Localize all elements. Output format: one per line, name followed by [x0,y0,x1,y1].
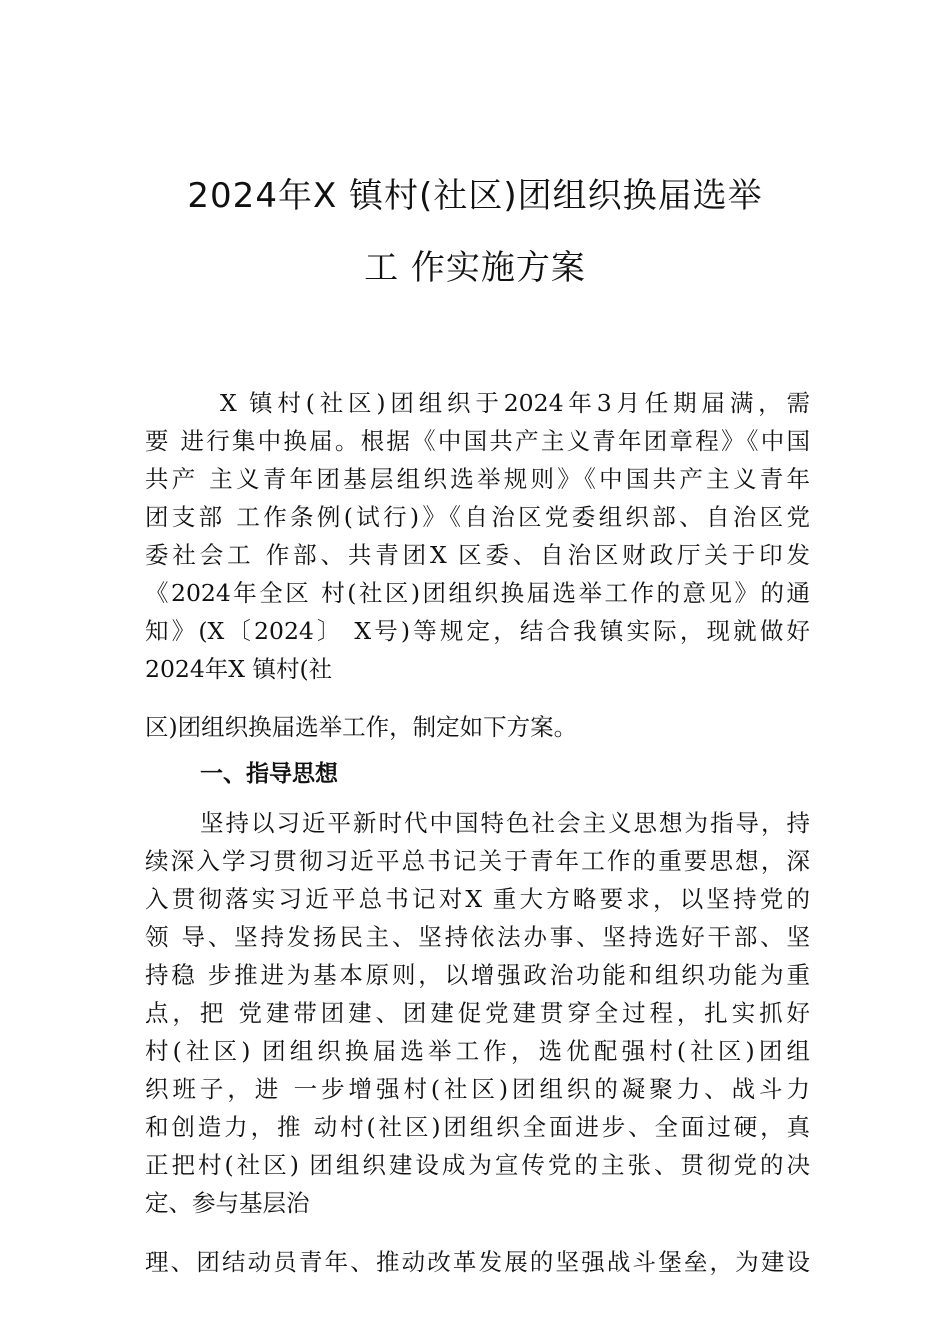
paragraph-line: 续深入学习贯彻习近平总书记关于青年工作的重要思想，深 [145,847,810,875]
paragraph-line: 区)团组织换届选举工作，制定如下方案。 [145,713,578,741]
section-heading: 一、指导思想 [200,761,338,787]
paragraph-line: 坚持以习近平新时代中国特色社会主义思想为指导，持 [200,809,810,837]
paragraph-line: 定、参与基层治 [145,1189,310,1217]
paragraph-line: 理、团结动员青年、推动改革发展的坚强战斗堡垒，为建设 [145,1248,810,1276]
paragraph-line: 点，把 党建带团建、团建促党建贯穿全过程，扎实抓好 [145,999,810,1027]
paragraph-line: 领 导、坚持发扬民主、坚持依法办事、坚持选好干部、坚 [145,923,810,951]
paragraph-line: 持稳 步推进为基本原则，以增强政治功能和组织功能为重 [145,961,810,989]
paragraph-line: 知》(X〔2024〕 X号)等规定，结合我镇实际，现就做好 [145,617,810,645]
paragraph-line: 要 进行集中换届。根据《中国共产主义青年团章程》《中国 [145,427,810,455]
paragraph-line: 共产 主义青年团基层组织选举规则》《中国共产主义青年 [145,465,810,493]
document-title-line-1: 2024年X 镇村(社区)团组织换届选举 [187,176,763,216]
paragraph-line: X 镇村(社区)团组织于2024年3月任期届满，需 [220,389,810,417]
paragraph-line: 《2024年全区 村(社区)团组织换届选举工作的意见》的通 [145,579,810,607]
paragraph-line: 团支部 工作条例(试行)》《自治区党委组织部、自治区党 [145,503,810,531]
paragraph-line: 和创造力，推 动村(社区)团组织全面进步、全面过硬，真 [145,1113,810,1141]
paragraph-line: 正把村(社区) 团组织建设成为宣传党的主张、贯彻党的决 [145,1151,810,1179]
paragraph-line: 织班子，进 一步增强村(社区)团组织的凝聚力、战斗力 [145,1075,810,1103]
paragraph-line: 2024年X 镇村(社 [145,655,333,683]
paragraph-line: 入贯彻落实习近平总书记对X 重大方略要求，以坚持党的 [145,885,810,913]
paragraph-line: 村(社区) 团组织换届选举工作，选优配强村(社区)团组 [145,1037,810,1065]
paragraph-line: 委社会工 作部、共青团X 区委、自治区财政厅关于印发 [145,541,810,569]
document-title-line-2: 工 作实施方案 [364,248,586,288]
